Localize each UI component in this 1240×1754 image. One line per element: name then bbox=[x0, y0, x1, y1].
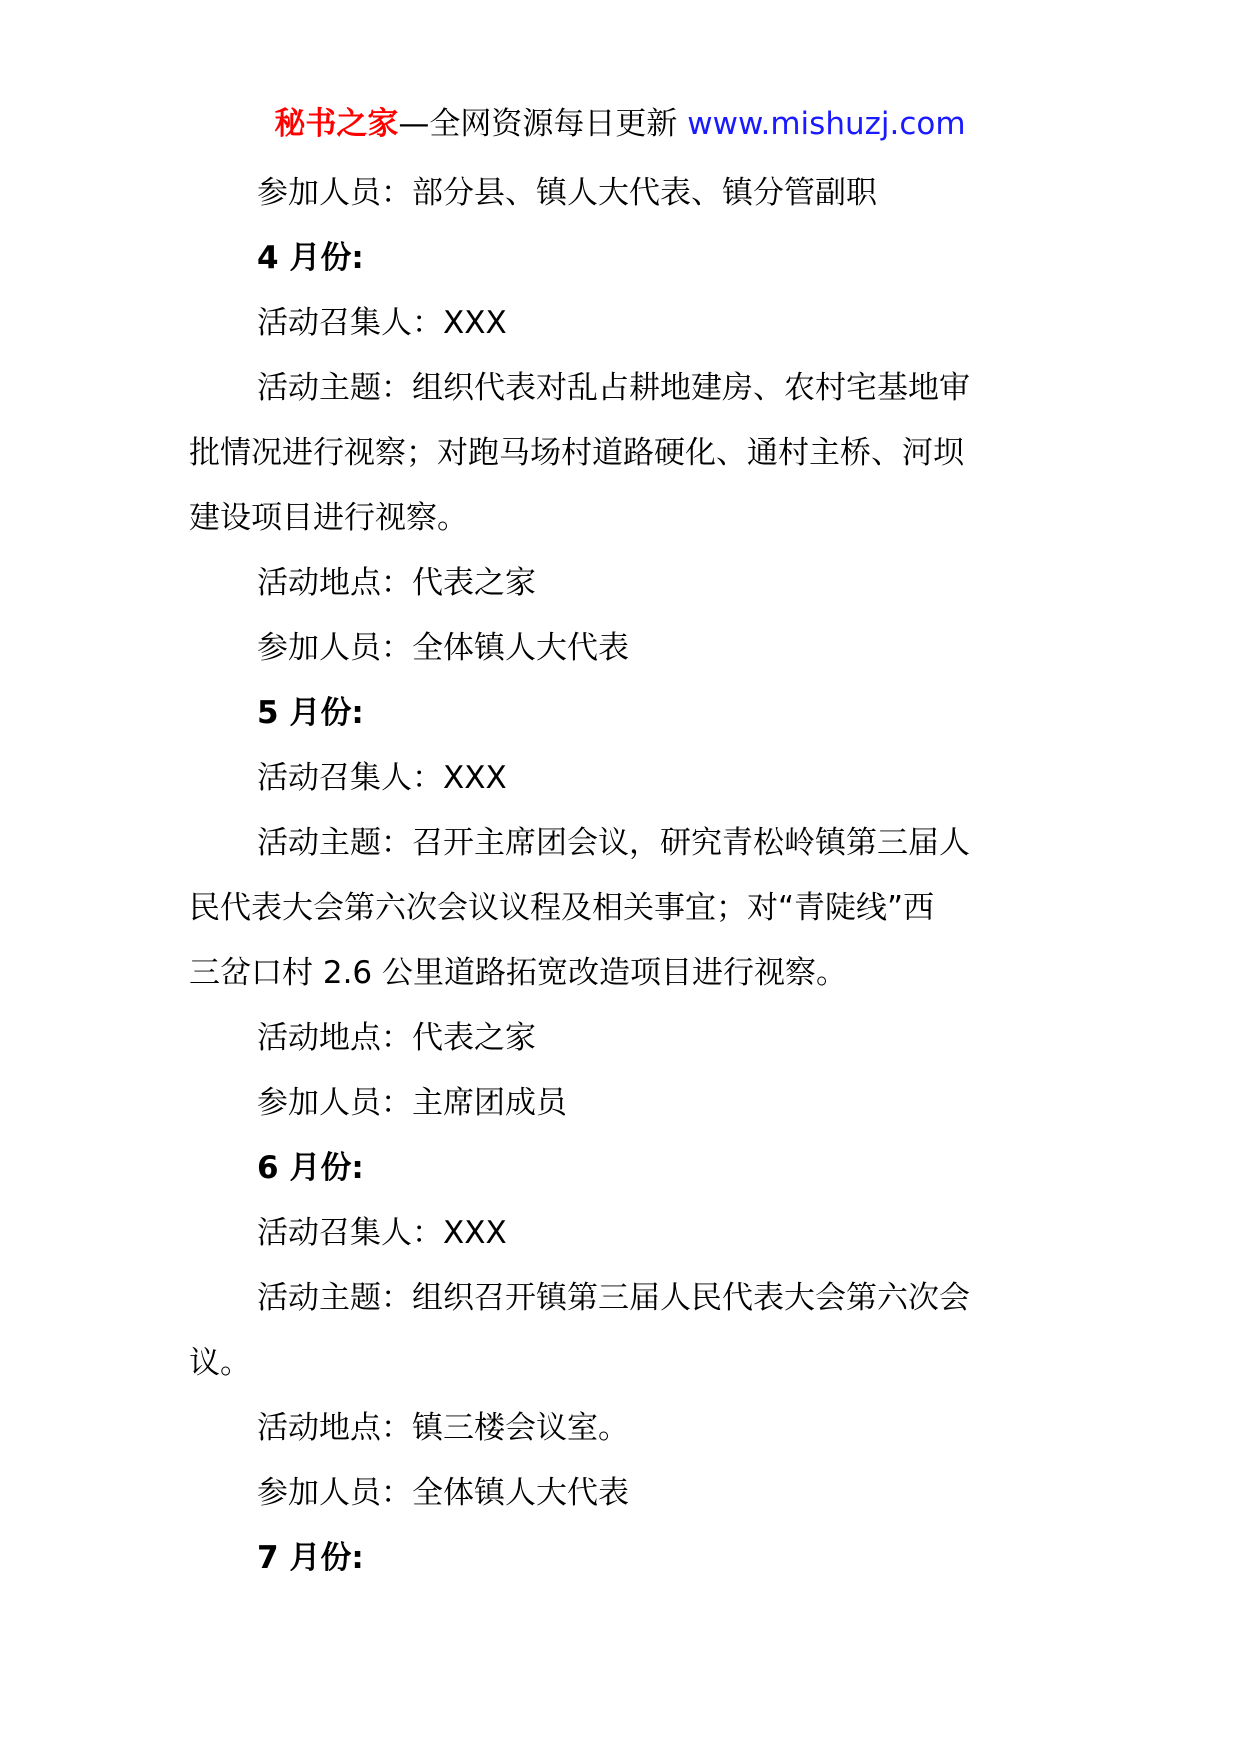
paragraph-line: 活动召集人：XXX bbox=[257, 760, 507, 796]
section-heading: 5 月份: bbox=[257, 695, 364, 731]
paragraph-line: 活动地点：代表之家 bbox=[257, 1020, 536, 1056]
paragraph-line: 活动召集人：XXX bbox=[257, 305, 507, 341]
paragraph-line: 参加人员：部分县、镇人大代表、镇分管副职 bbox=[257, 175, 877, 211]
paragraph-line: 民代表大会第六次会议议程及相关事宜；对“青陡线”西 bbox=[189, 890, 935, 926]
paragraph-line: 参加人员：全体镇人大代表 bbox=[257, 630, 629, 666]
site-tagline: —全网资源每日更新 bbox=[398, 106, 688, 142]
site-url[interactable]: www.mishuzj.com bbox=[687, 106, 966, 142]
paragraph-line: 议。 bbox=[189, 1345, 251, 1381]
paragraph-line: 批情况进行视察；对跑马场村道路硬化、通村主桥、河坝 bbox=[189, 435, 964, 471]
section-heading: 7 月份: bbox=[257, 1540, 364, 1576]
section-heading: 6 月份: bbox=[257, 1150, 364, 1186]
paragraph-line: 三岔口村 2.6 公里道路拓宽改造项目进行视察。 bbox=[189, 955, 848, 991]
paragraph-line: 参加人员：全体镇人大代表 bbox=[257, 1475, 629, 1511]
document-body bbox=[189, 161, 1031, 1591]
site-brand: 秘书之家 bbox=[274, 106, 399, 142]
section-heading: 4 月份: bbox=[257, 240, 364, 276]
paragraph-line: 建设项目进行视察。 bbox=[189, 500, 468, 536]
paragraph-line: 活动召集人：XXX bbox=[257, 1215, 507, 1251]
paragraph-line: 活动主题：召开主席团会议，研究青松岭镇第三届人 bbox=[257, 825, 970, 861]
paragraph-line: 活动主题：组织召开镇第三届人民代表大会第六次会 bbox=[257, 1280, 970, 1316]
paragraph-line: 活动地点：镇三楼会议室。 bbox=[257, 1410, 629, 1446]
paragraph-line: 活动地点：代表之家 bbox=[257, 565, 536, 601]
paragraph-line: 活动主题：组织代表对乱占耕地建房、农村宅基地审 bbox=[257, 370, 970, 406]
paragraph-line: 参加人员：主席团成员 bbox=[257, 1085, 567, 1121]
page-header bbox=[0, 100, 1240, 148]
